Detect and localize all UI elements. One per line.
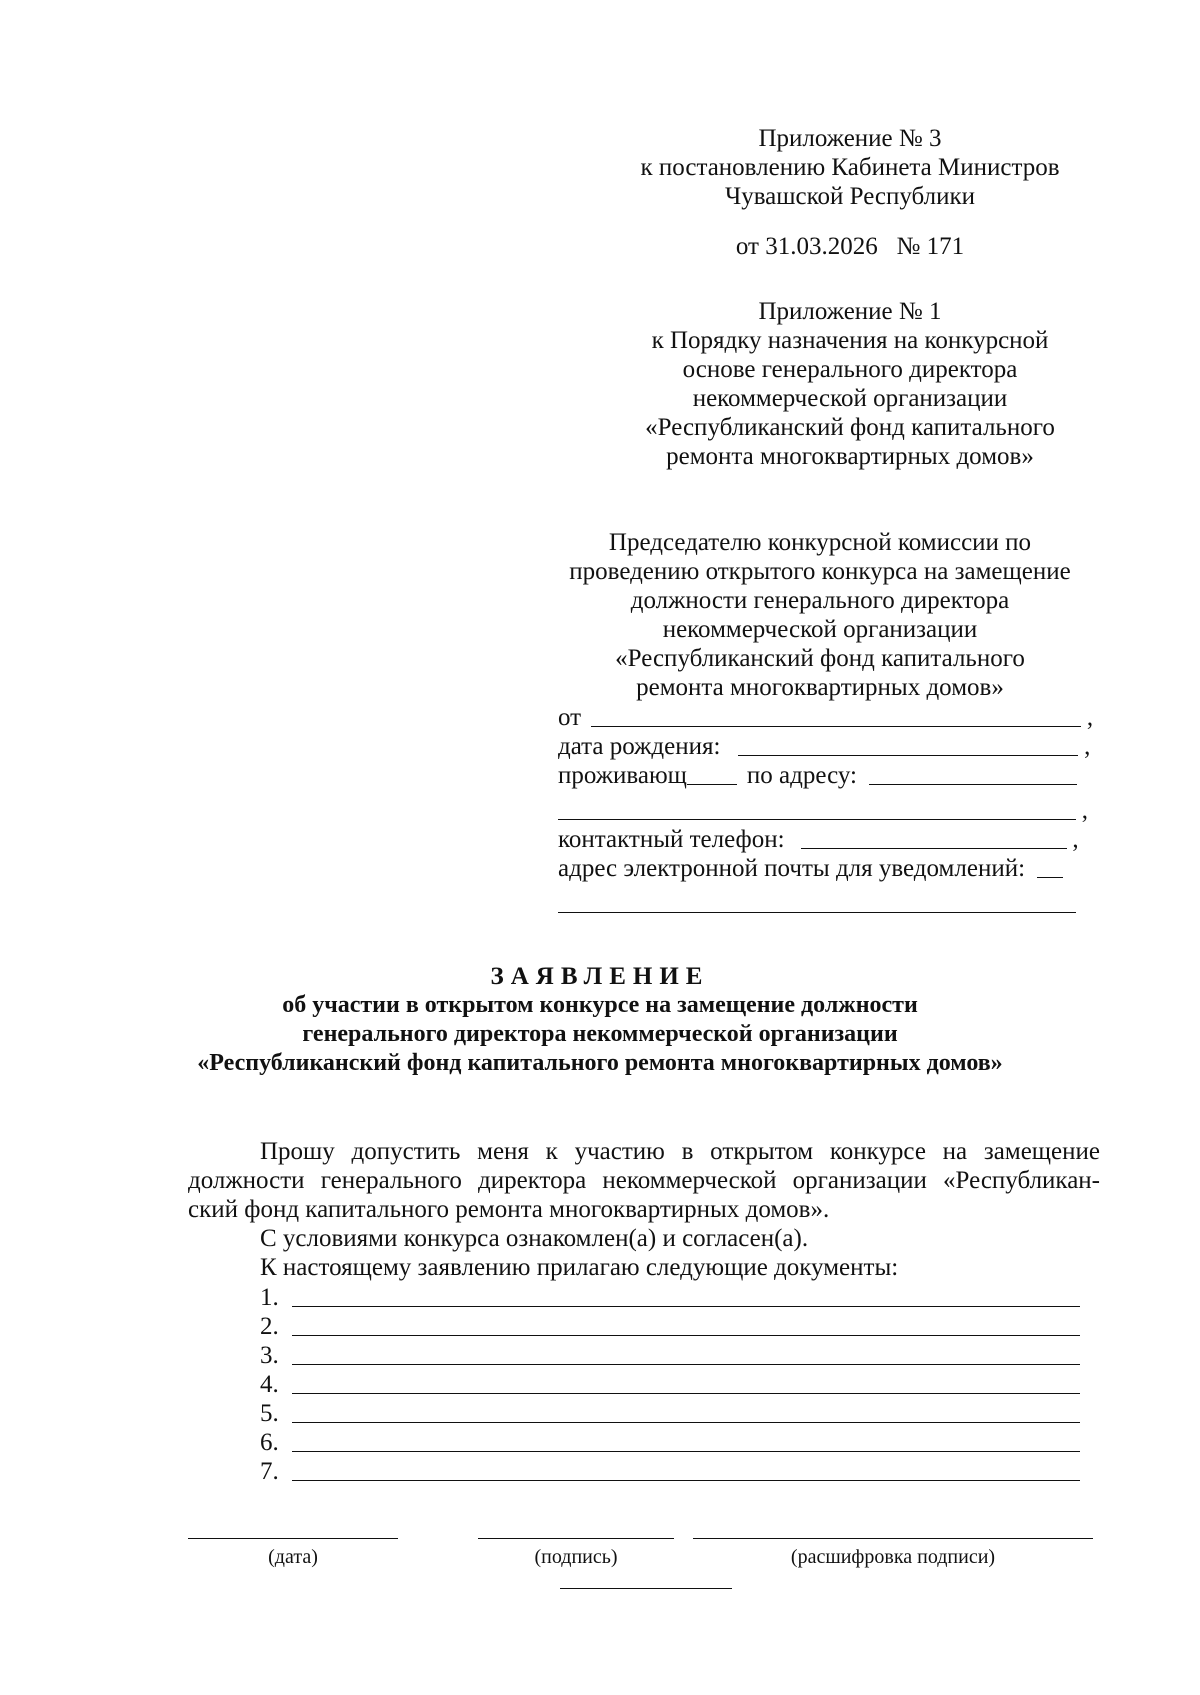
addressee-line: проведению открытого конкурса на замещение xyxy=(569,558,1071,585)
item-number: 4. xyxy=(260,1371,279,1398)
document-field[interactable] xyxy=(292,1460,1080,1481)
address-continued-row xyxy=(558,790,1098,825)
signature-decode-block xyxy=(693,1538,1093,1569)
appendix-1-line: Приложение № 1 xyxy=(758,298,942,325)
item-number: 7. xyxy=(260,1458,279,1485)
documents-list xyxy=(260,1283,1080,1486)
comma: , xyxy=(1084,733,1091,760)
phone-label: контактный телефон: xyxy=(558,826,785,853)
address-continued-field[interactable] xyxy=(558,799,1076,820)
signature-block xyxy=(478,1538,674,1569)
statement-subtitle-line: «Республиканский фонд капитального ремонта многоквартирных домов» xyxy=(197,1050,1003,1076)
appendix-1-line: к Порядку назначения на конкурсной xyxy=(651,327,1049,354)
date-caption: (дата) xyxy=(268,1546,318,1568)
list-item xyxy=(260,1370,1080,1399)
attachments-paragraph: К настоящему заявлению прилагаю следующие документы: xyxy=(260,1254,899,1281)
comma: , xyxy=(1086,704,1094,731)
addressee-line: «Республиканский фонд капитального xyxy=(615,645,1025,672)
appendix-3-line: Чувашской Республики xyxy=(724,183,976,210)
comma: , xyxy=(1072,826,1079,853)
appendix-3-line: Приложение № 3 xyxy=(758,125,942,152)
birth-date-field[interactable] xyxy=(738,735,1078,756)
email-row xyxy=(558,854,1098,883)
addressee-line: должности генерального директора xyxy=(630,587,1010,614)
conditions-paragraph: С условиями конкурса ознакомлен(а) и согласен(а). xyxy=(260,1225,809,1252)
document-field[interactable] xyxy=(292,1431,1080,1452)
appendix-1-line: «Республиканский фонд капитального xyxy=(645,414,1055,441)
date-signature-block xyxy=(188,1538,398,1569)
residing-label: проживающ xyxy=(558,762,687,789)
item-number: 5. xyxy=(260,1400,279,1427)
item-number: 2. xyxy=(260,1313,279,1340)
addressee-line: некоммерческой организации xyxy=(662,616,978,643)
email-continued-row xyxy=(558,883,1098,918)
document-field[interactable] xyxy=(292,1402,1080,1423)
appendix-1-line: некоммерческой организации xyxy=(692,385,1008,412)
addressee-line: Председателю конкурсной комиссии по xyxy=(608,529,1032,556)
birth-date-label: дата рождения: xyxy=(558,733,721,760)
statement-heading: ЗАЯВЛЕНИЕ xyxy=(490,963,710,990)
statement-subtitle-line: об участии в открытом конкурсе на замещение должности xyxy=(282,992,918,1018)
addressee-block xyxy=(540,528,1100,702)
phone-field[interactable] xyxy=(801,828,1067,849)
request-paragraph: Прошу допустить меня к участию в открытом конкурсе на замещение должности генерального директора некоммерческой организации «Республикан-ский фонд капитального ремонта многоквартирных домов». xyxy=(188,1138,1100,1223)
birth-row xyxy=(558,732,1098,761)
appendix-3-header xyxy=(600,124,1100,211)
decree-date xyxy=(600,232,1100,261)
list-item xyxy=(260,1428,1080,1457)
list-item xyxy=(260,1283,1080,1312)
residing-suffix-field[interactable] xyxy=(687,764,737,785)
statement-title xyxy=(100,962,1100,1078)
applicant-fields xyxy=(558,703,1098,918)
signature-caption: (подпись) xyxy=(534,1546,618,1568)
item-number: 6. xyxy=(260,1429,279,1456)
document-field[interactable] xyxy=(292,1286,1080,1307)
appendix-3-line: к постановлению Кабинета Министров xyxy=(640,154,1060,181)
list-item xyxy=(260,1341,1080,1370)
document-field[interactable] xyxy=(292,1344,1080,1365)
document-field[interactable] xyxy=(292,1315,1080,1336)
list-item xyxy=(260,1399,1080,1428)
document-field[interactable] xyxy=(292,1373,1080,1394)
date-field[interactable] xyxy=(188,1538,398,1539)
bottom-divider xyxy=(560,1588,732,1589)
address-row xyxy=(558,761,1098,790)
signature-field[interactable] xyxy=(478,1538,674,1539)
decree-date-line: от 31.03.2026 № 171 xyxy=(735,233,965,260)
list-item xyxy=(260,1312,1080,1341)
appendix-1-line: ремонта многоквартирных домов» xyxy=(666,443,1034,470)
appendix-1-header xyxy=(580,297,1120,471)
email-field[interactable] xyxy=(1037,857,1063,878)
list-item xyxy=(260,1457,1080,1486)
item-number: 3. xyxy=(260,1342,279,1369)
signature-decode-field[interactable] xyxy=(693,1538,1093,1539)
email-continued-field[interactable] xyxy=(558,892,1076,913)
statement-subtitle-line: генерального директора некоммерческой организации xyxy=(302,1021,898,1047)
email-label: адрес электронной почты для уведомлений: xyxy=(558,855,1026,882)
appendix-1-line: основе генерального директора xyxy=(682,356,1018,383)
statement-body xyxy=(188,1137,1100,1282)
from-name-field[interactable] xyxy=(591,706,1081,727)
address-field[interactable] xyxy=(869,764,1077,785)
addressee-line: ремонта многоквартирных домов» xyxy=(636,674,1004,701)
from-row xyxy=(558,703,1098,732)
phone-row xyxy=(558,825,1098,854)
from-label: от xyxy=(558,704,582,731)
item-number: 1. xyxy=(260,1284,279,1311)
address-label: по адресу: xyxy=(746,762,857,789)
signature-decode-caption: (расшифровка подписи) xyxy=(790,1546,996,1568)
comma: , xyxy=(1081,797,1088,824)
